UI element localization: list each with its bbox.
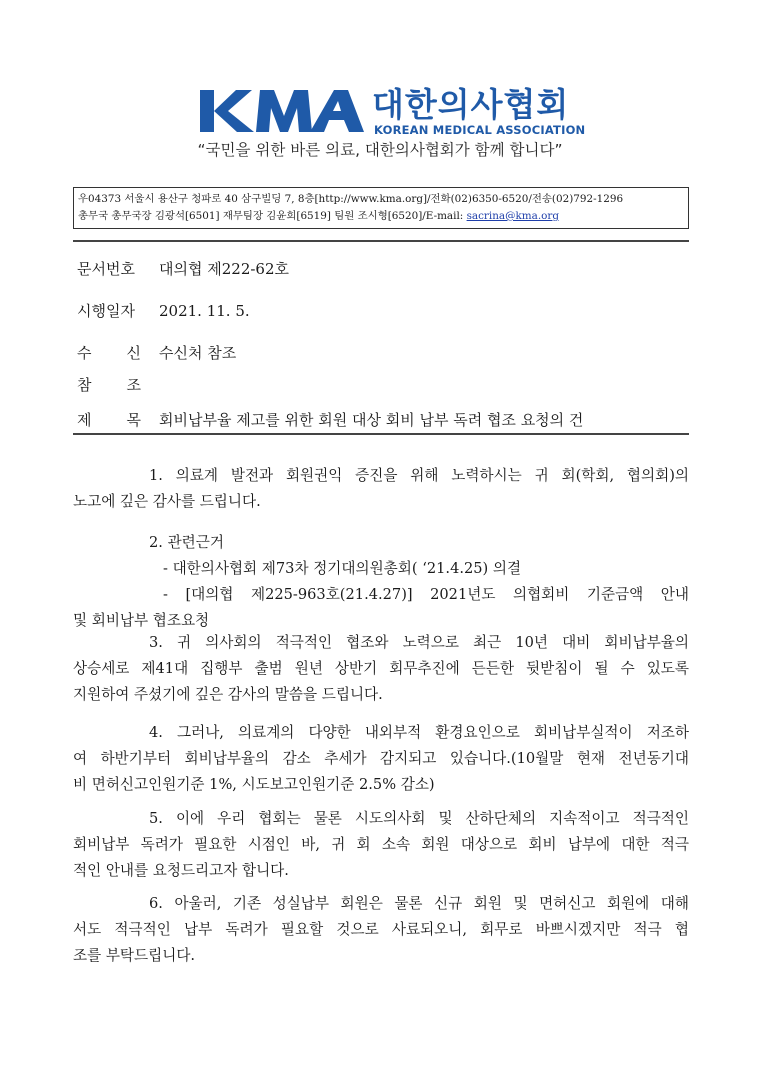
paragraph-2 (73, 530, 689, 634)
subject-row (77, 410, 583, 430)
paragraph-5 (73, 806, 689, 884)
paragraph-line: 지원하여 주셨기에 깊은 감사의 말씀을 드립니다. (73, 686, 383, 703)
paragraph-1 (73, 463, 689, 515)
contact-address-line: 우04373 서울시 용산구 청파로 40 삼구빌딩 7, 8층[http://www.kma.org]/전화(02)6350-6520/전송(02)792-1296 (78, 193, 624, 205)
paragraph-3 (73, 630, 689, 708)
reference-row (77, 375, 159, 395)
paragraph-line: 4. 그러나, 의료계의 다양한 내외부적 환경요인으로 회비납부실적이 저조하 (149, 724, 689, 741)
contact-box (73, 187, 689, 229)
paragraph-line: 비 면허신고인원기준 1%, 시도보고인원기준 2.5% 감소) (73, 776, 435, 793)
reference-label-char: 조 (126, 376, 141, 394)
paragraph-line: 회비납부 독려가 필요한 시점인 바, 귀 회 소속 회원 대상으로 회비 납부에 대한 적극 (73, 836, 689, 853)
doc-number-row (77, 259, 289, 279)
reference-label (77, 375, 141, 395)
subject-label-char: 제 (77, 411, 92, 429)
slogan: “국민을 위한 바른 의료, 대한의사협회가 함께 합니다” (197, 141, 563, 159)
recipient-label-char: 수 (77, 344, 92, 362)
doc-number-label: 문서번호 (77, 260, 135, 278)
paragraph-line: 5. 이에 우리 협회는 물론 시도의사회 및 산하단체의 지속적이고 적극적인 (149, 810, 689, 827)
paragraph-line: 조를 부탁드립니다. (73, 947, 196, 964)
paragraph-6 (73, 891, 689, 969)
subject-label (77, 410, 141, 430)
reference-label-char: 참 (77, 376, 92, 394)
paragraph-line: - [대의협 제225-963호(21.4.27)] 2021년도 의협회비 기준금액 안내 (163, 586, 689, 603)
subject-label-char: 목 (126, 411, 141, 429)
paragraph-line: 적인 안내를 요청드리고자 합니다. (73, 862, 289, 879)
paragraph-line: 여 하반기부터 회비납부율의 감소 추세가 감지되고 있습니다.(10월말 현재 전년동기대 (73, 750, 689, 767)
header-divider-bottom (73, 433, 689, 435)
doc-number-value: 대의협 제222-62호 (159, 260, 290, 278)
paragraph-line: 2. 관련근거 (149, 534, 224, 551)
paragraph-line: 노고에 깊은 감사를 드립니다. (73, 493, 261, 510)
recipient-label-char: 신 (126, 344, 141, 362)
paragraph-line: 상승세로 제41대 집행부 출범 원년 상반기 회무추진에 든든한 뒷받침이 될 수 있도록 (73, 660, 689, 677)
header-divider-top (73, 240, 689, 242)
org-name-english: KOREAN MEDICAL ASSOCIATION (374, 123, 586, 137)
date-label: 시행일자 (77, 302, 135, 320)
recipient-value: 수신처 참조 (159, 344, 237, 362)
recipient-label (77, 343, 141, 363)
paragraph-4 (73, 720, 689, 798)
date-row (77, 301, 250, 321)
paragraph-line: 6. 아울러, 기존 성실납부 회원은 물론 신규 회원 및 면허신고 회원에 대해 (149, 895, 689, 912)
paragraph-line: 서도 적극적인 납부 독려가 필요할 것으로 사료되오니, 회무로 바쁘시겠지만 적극 협 (73, 921, 689, 938)
email-link[interactable]: sacrina@kma.org (466, 210, 560, 222)
recipient-row (77, 343, 236, 363)
contact-staff-text: 총무국 총무국장 김광석[6501] 재무팀장 김윤희[6519] 팀원 조시형[6520]/E-mail: (78, 210, 467, 222)
paragraph-line: - 대한의사협회 제73차 정기대의원총회( ‘21.4.25) 의결 (163, 560, 522, 577)
paragraph-line: 3. 귀 의사회의 적극적인 협조와 노력으로 최근 10년 대비 회비납부율의 (149, 634, 689, 651)
kma-logo (198, 86, 366, 136)
paragraph-line: 및 회비납부 협조요청 (73, 612, 210, 629)
date-value: 2021. 11. 5. (159, 302, 250, 320)
letterhead (0, 86, 760, 138)
contact-staff-line (78, 208, 684, 225)
paragraph-line: 1. 의료계 발전과 회원권익 증진을 위해 노력하시는 귀 회(학회, 협의회)의 (149, 467, 689, 484)
org-name-korean: 대한의사협회 (372, 85, 570, 124)
subject-value: 회비납부율 제고를 위한 회원 대상 회비 납부 독려 협조 요청의 건 (159, 411, 584, 429)
